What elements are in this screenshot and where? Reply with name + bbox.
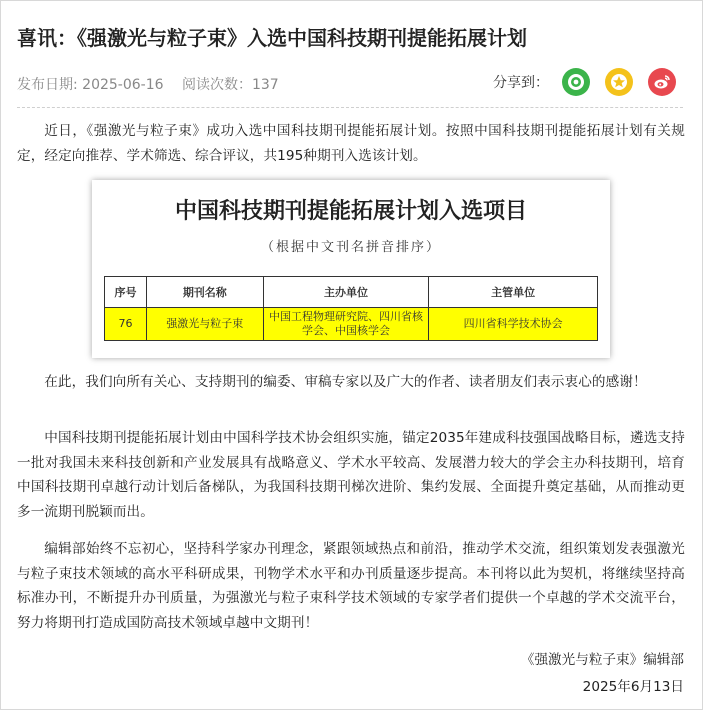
- share-wechat-button[interactable]: [562, 68, 590, 96]
- header-journal: 期刊名称: [146, 277, 263, 308]
- table-header-row: [105, 277, 598, 308]
- paragraph-intro: 近日，《强激光与粒子束》成功入选中国科技期刊提能拓展计划。按照中国科技期刊提能拓展计划有关规定，经定向推荐、学术筛选、综合评议，共195种期刊入选该计划。: [17, 123, 685, 164]
- header-no: 序号: [105, 277, 147, 308]
- article-meta: [17, 74, 293, 94]
- header-divider: [17, 107, 683, 108]
- selection-table-image: [92, 180, 610, 358]
- share-weibo-button[interactable]: [648, 68, 676, 96]
- wechat-icon: [566, 72, 586, 92]
- share-bar: [493, 66, 676, 98]
- signature-org: 《强激光与粒子束》编辑部: [520, 652, 684, 668]
- paragraph-thanks: 在此，我们向所有关心、支持期刊的编委、审稿专家以及广大的作者、读者朋友们表示衷心的感谢！: [44, 374, 647, 390]
- publish-date: 发布日期: 2025-06-16: [17, 77, 164, 93]
- read-count: 阅读次数：137: [181, 77, 279, 93]
- figure-title: 中国科技期刊提能拓展计划入选项目: [174, 199, 527, 224]
- table-row: [105, 308, 598, 341]
- weibo-icon: [652, 72, 672, 92]
- figure-subtitle: （根据中文刊名拼音排序）: [260, 240, 441, 255]
- article-title: 喜讯：《强激光与粒子束》入选中国科技期刊提能拓展计划: [17, 26, 527, 50]
- selection-table: [104, 276, 598, 341]
- cell-sponsor: 中国工程物理研究院、四川省核学会、中国核学会: [263, 308, 429, 341]
- share-favorite-button[interactable]: [605, 68, 633, 96]
- cell-no: 76: [105, 308, 147, 341]
- share-label: 分享到：: [493, 75, 549, 91]
- paragraph-program: 中国科技期刊提能拓展计划由中国科学技术协会组织实施，锚定2035年建成科技强国战略目标，遴选支持一批对我国未来科技创新和产业发展具有战略意义、学术水平较高、发展潜力较大的学会主办科技期刊，培育中国科技期刊卓越行动计划后备梯队，为我国科技期刊梯次进阶、集约发展、全面提升奠定基础，从而推动更多一流期刊脱颖而出。: [17, 430, 685, 520]
- star-icon: [609, 72, 629, 92]
- header-sponsor: 主办单位: [263, 277, 429, 308]
- paragraph-editorial: 编辑部始终不忘初心，坚持科学家办刊理念，紧跟领域热点和前沿，推动学术交流，组织策划发表强激光与粒子束技术领域的高水平科研成果，刊物学术水平和办刊质量逐步提高。本刊将以此为契机，将继续坚持高标准办刊，不断提升办刊质量，为强激光与粒子束科学技术领域的专家学者们提供一个卓越的学术交流平台，努力将期刊打造成国防高技术领域卓越中文期刊！: [17, 541, 685, 631]
- cell-journal: 强激光与粒子束: [146, 308, 263, 341]
- signature-date: 2025年6月13日: [582, 679, 684, 695]
- cell-supervisor: 四川省科学技术协会: [429, 308, 598, 341]
- header-supervisor: 主管单位: [429, 277, 598, 308]
